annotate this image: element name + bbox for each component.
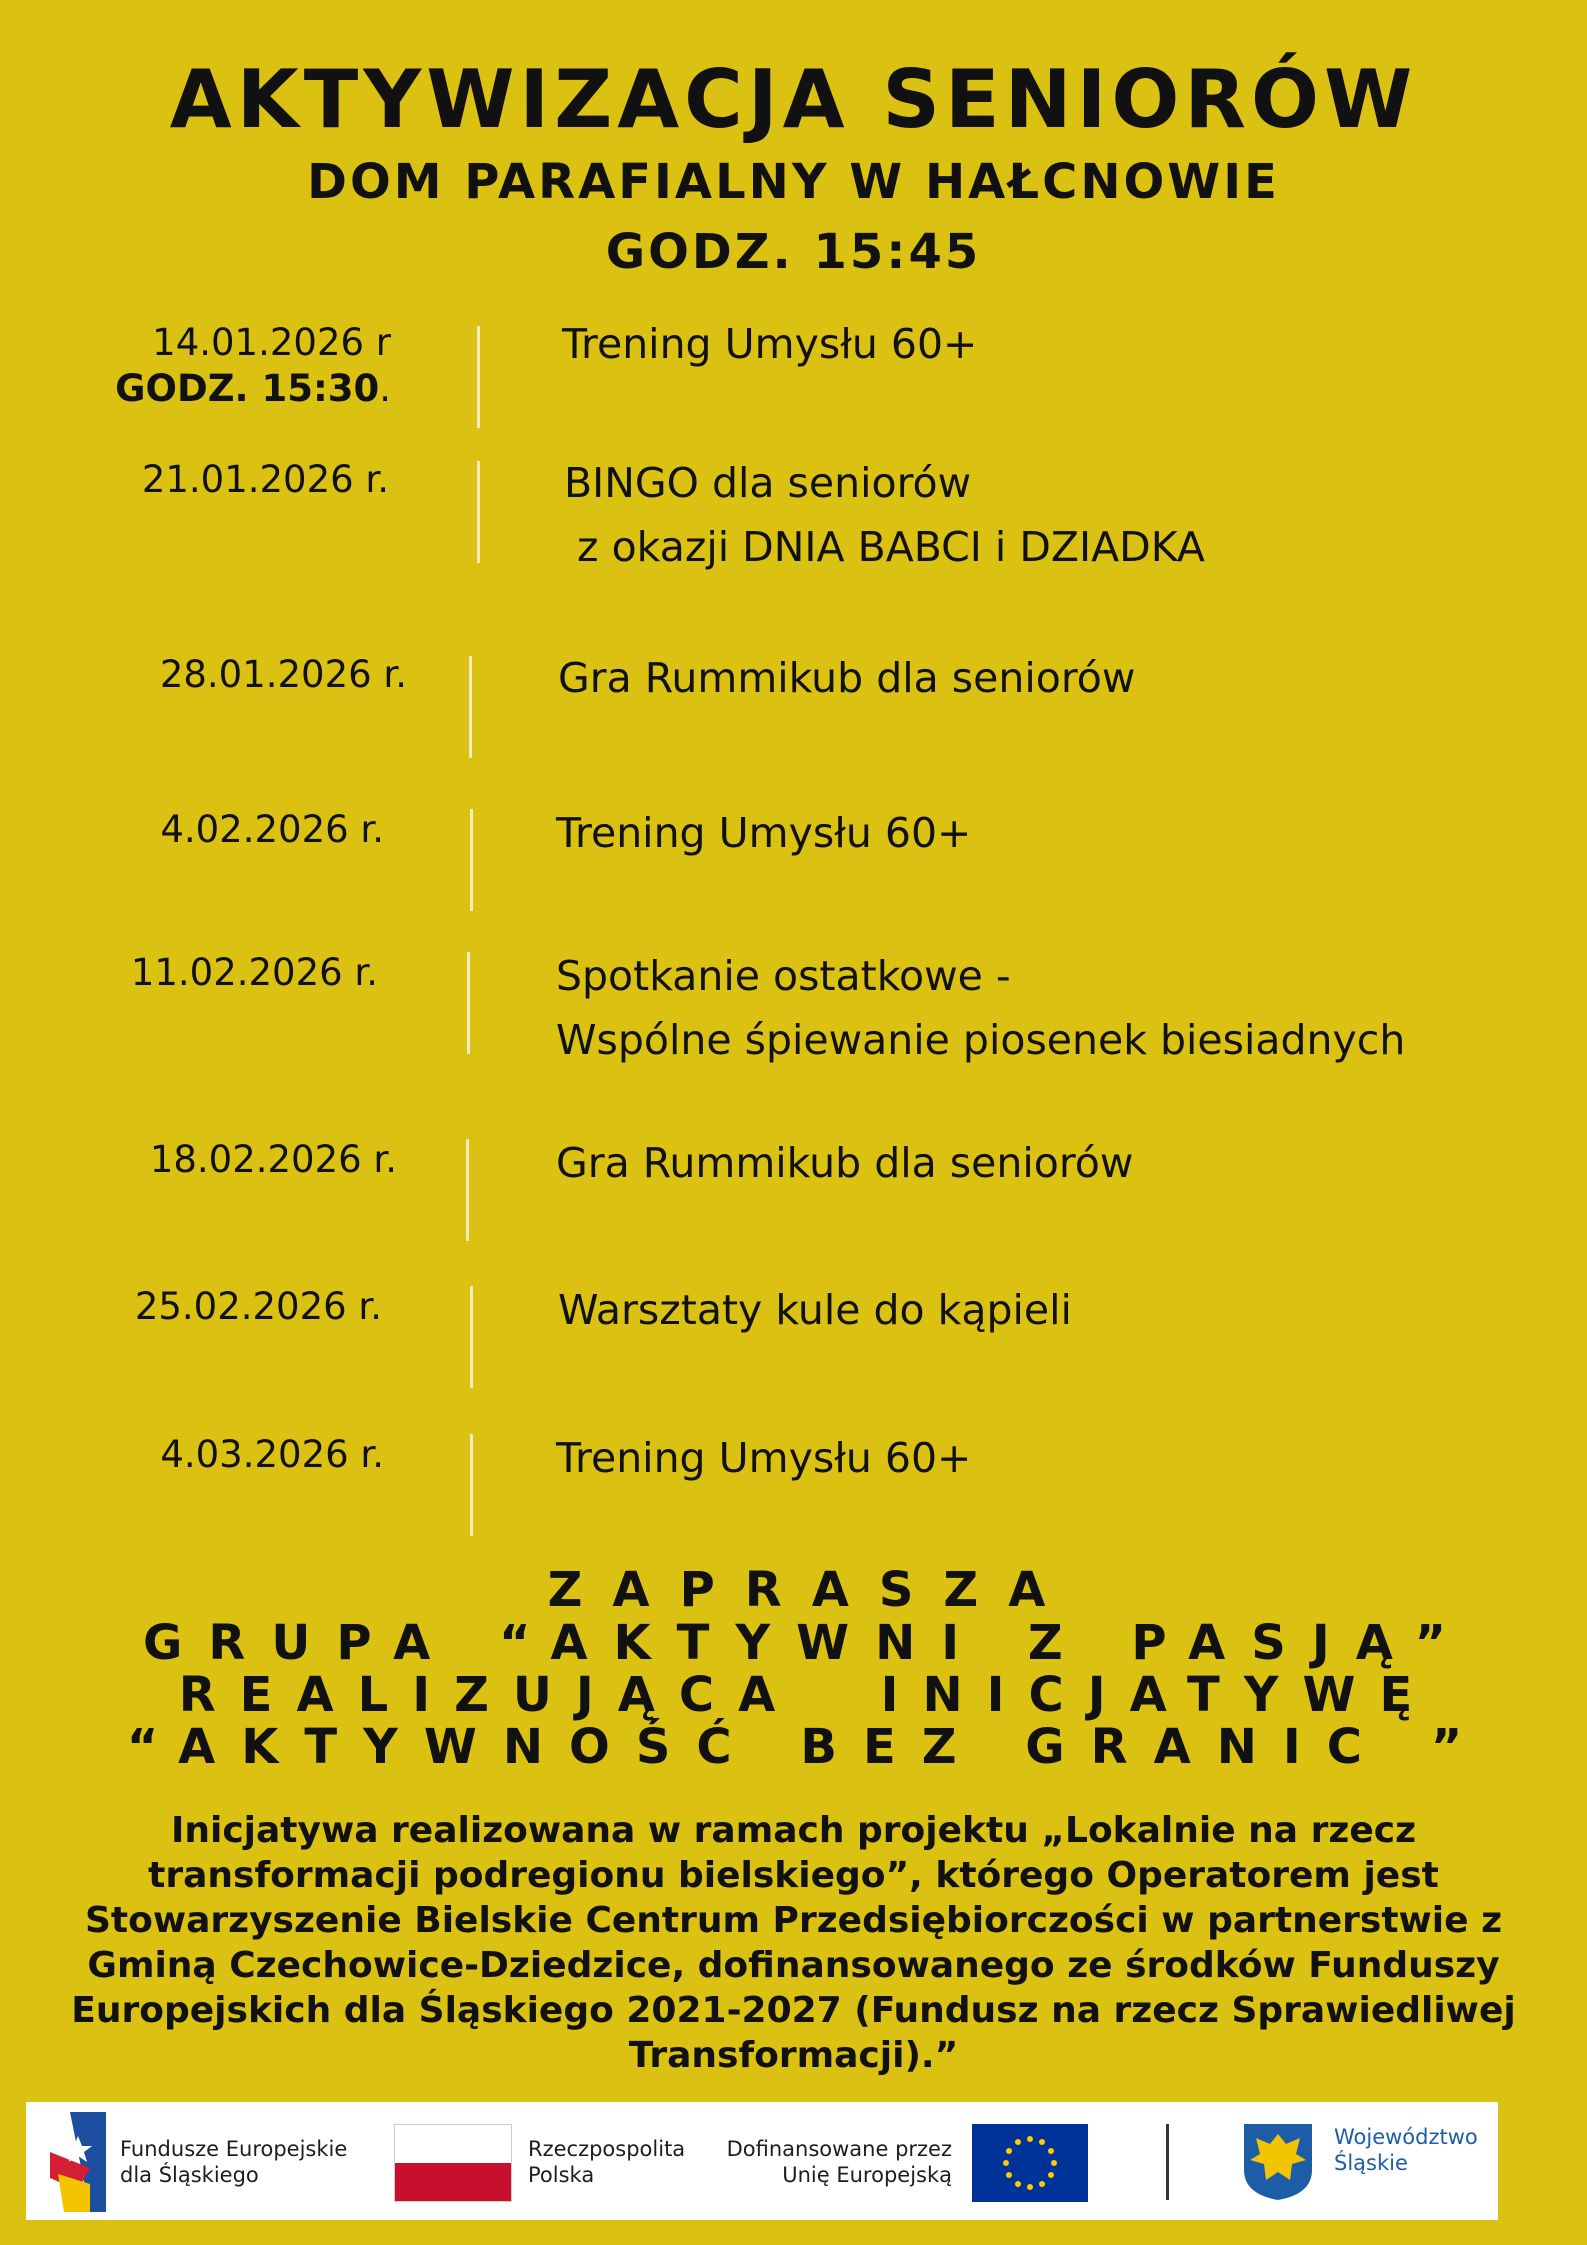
event-title: Gra Rummikub dla seniorów xyxy=(556,1139,1134,1187)
funding-description: Inicjatywa realizowana w ramach projektu „Lokalnie na rzecz transformacji podregionu bielskiego”, którego Operatorem jest Stowarzyszenie Bielskie Centrum Przedsiębiorczości w partnerstwie z Gminą Czechowice-Dziedzice, dofinansowanego ze środków Funduszy Europejskich dla Śląskiego 2021-2027 (Fundusz na rzecz Sprawiedliwej Transformacji).” xyxy=(71,1810,1516,2076)
funding-logos-strip xyxy=(26,2102,1498,2220)
invite-line-1: ZAPRASZA xyxy=(547,1562,1076,1618)
event-date: 11.02.2026 r. xyxy=(130,951,378,994)
silesia-logo-text: Województwo Śląskie xyxy=(1334,2125,1478,2175)
event-title: BINGO dla seniorów z okazji DNIA BABCI i DZIADKA xyxy=(564,459,1205,571)
polish-flag-icon xyxy=(394,2124,512,2202)
separator-line xyxy=(466,1139,469,1241)
silesia-eagle-icon xyxy=(1240,2120,1316,2202)
event-date: 4.02.2026 r. xyxy=(160,808,384,851)
invite-line-4: “AKTYWNOŚĆ BEZ GRANIC ” xyxy=(126,1719,1489,1775)
fe-logo-text: Fundusze Europejskie dla Śląskiego xyxy=(120,2137,348,2187)
separator-line xyxy=(467,952,470,1054)
venue-subtitle: DOM PARAFIALNY W HAŁCNOWIE xyxy=(307,154,1280,210)
separator-line xyxy=(477,326,480,428)
event-date: 21.01.2026 r. xyxy=(141,458,389,501)
invite-line-3: REALIZUJĄCA INICJATYWĘ xyxy=(178,1667,1437,1723)
event-time: GODZ. 15:30. xyxy=(115,367,391,410)
separator-line xyxy=(477,461,480,563)
event-title: Trening Umysłu 60+ xyxy=(556,809,972,857)
separator-line xyxy=(470,1286,473,1388)
separator-line xyxy=(470,809,473,911)
separator-line xyxy=(469,656,472,758)
rp-logo-text: Rzeczpospolita Polska xyxy=(528,2137,686,2187)
event-date: 28.01.2026 r. xyxy=(159,653,407,696)
event-title: Gra Rummikub dla seniorów xyxy=(558,654,1136,702)
event-date: 18.02.2026 r. xyxy=(149,1138,397,1181)
logo-divider xyxy=(1166,2124,1169,2200)
event-date: 14.01.2026 r GODZ. 15:30. xyxy=(115,321,391,410)
event-title: Trening Umysłu 60+ xyxy=(556,1434,972,1482)
event-title: Spotkanie ostatkowe - Wspólne śpiewanie piosenek biesiadnych xyxy=(556,952,1406,1064)
invite-line-2: GRUPA “AKTYWNI Z PASJĄ” xyxy=(142,1615,1472,1671)
separator-line xyxy=(470,1434,473,1536)
fe-logo-icon xyxy=(50,2112,106,2212)
eu-flag-icon xyxy=(972,2124,1088,2202)
event-title: Warsztaty kule do kąpieli xyxy=(558,1286,1072,1334)
eu-cofund-text: Dofinansowane przez Unię Europejską xyxy=(726,2137,952,2187)
event-title: Trening Umysłu 60+ xyxy=(562,320,978,368)
start-time: GODZ. 15:45 xyxy=(605,224,982,280)
page-title: AKTYWIZACJA SENIORÓW xyxy=(169,53,1418,146)
event-date: 4.03.2026 r. xyxy=(160,1433,384,1476)
event-date: 25.02.2026 r. xyxy=(134,1285,382,1328)
